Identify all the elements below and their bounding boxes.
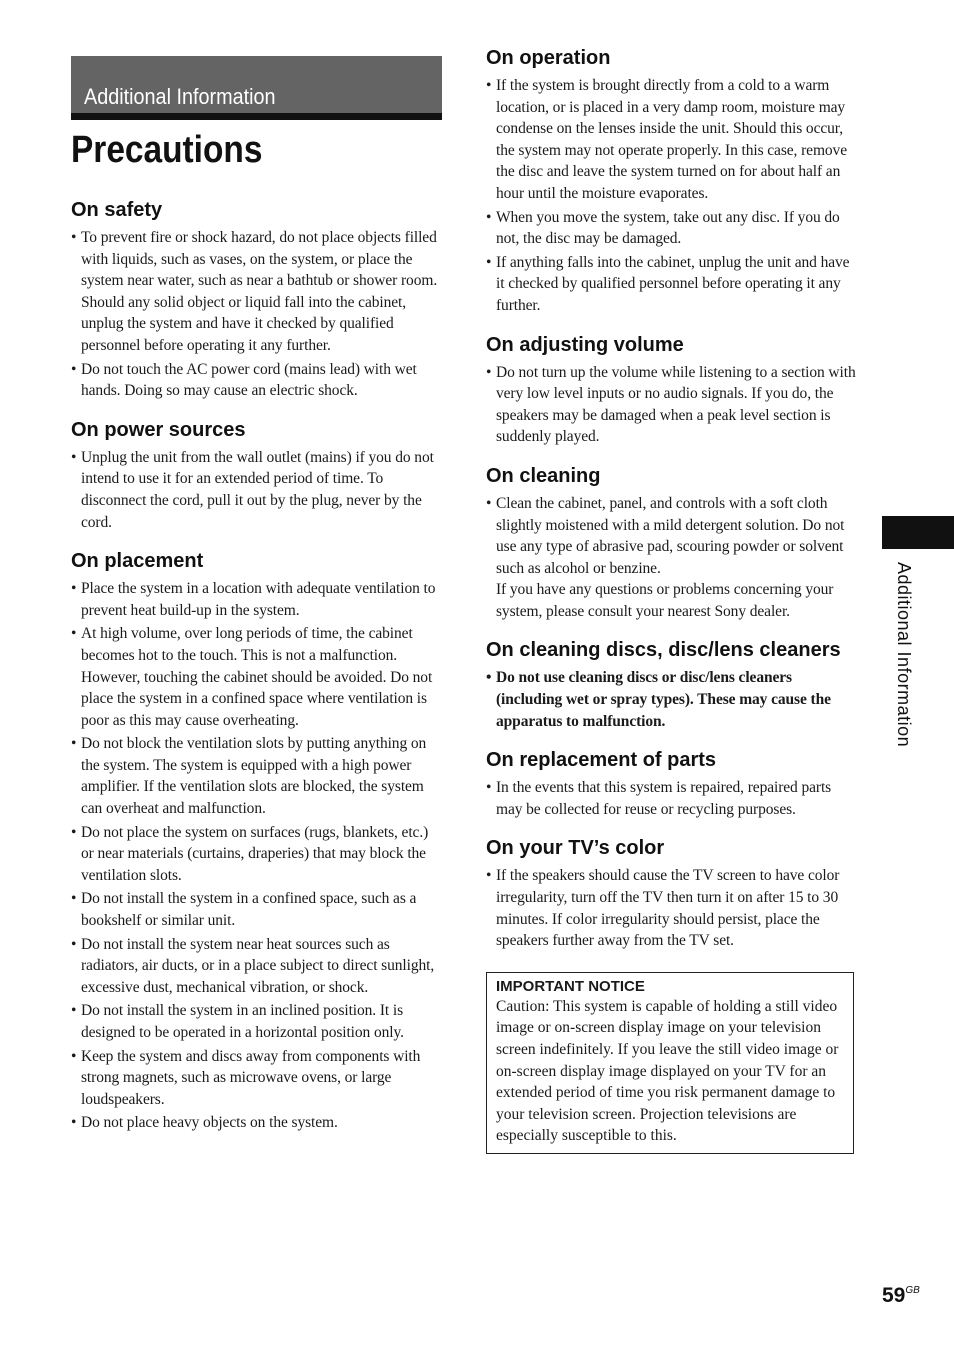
list-item: • Keep the system and discs away from components with strong magnets, such as microwave ovens, or large loudspeakers. xyxy=(71,1047,421,1108)
list-on-cleaning xyxy=(486,493,858,623)
page-number-suffix: GB xyxy=(905,1285,920,1296)
page-title: Precautions xyxy=(71,129,263,171)
list-item: • Place the system in a location with adequate ventilation to prevent heat build-up in the system. xyxy=(71,580,436,619)
list-item: • Do not place the system on surfaces (rugs, blankets, etc.) or near materials (curtains, draperies) that may block the ventilation slots. xyxy=(71,823,429,884)
heading-on-replacement-of-parts: On replacement of parts xyxy=(486,749,717,772)
list-item: • When you move the system, take out any disc. If you do not, the disc may be damaged. xyxy=(486,208,840,248)
left-column xyxy=(71,196,443,1148)
list-item: • Do not install the system near heat sources such as radiators, air ducts, or in a place subject to direct sunlight, excessive dust, mechanical vibration, or shock. xyxy=(71,935,435,996)
list-item: • Do not place heavy objects on the system. xyxy=(71,1114,338,1132)
side-tab-marker xyxy=(882,516,954,549)
list-item: • Do not touch the AC power cord (mains lead) with wet hands. Doing so may cause an electric shock. xyxy=(71,360,417,400)
list-on-cleaning-discs xyxy=(486,667,858,732)
list-item: • If anything falls into the cabinet, unplug the unit and have it checked by qualified personnel before operating it any further. xyxy=(486,253,850,314)
heading-on-cleaning-discs: On cleaning discs, disc/lens cleaners xyxy=(486,639,841,662)
heading-on-cleaning: On cleaning xyxy=(486,464,601,487)
list-on-placement xyxy=(71,578,443,1134)
list-item: • Do not install the system in a confined space, such as a bookshelf or similar unit. xyxy=(71,890,417,930)
section-header-title: Additional Information xyxy=(84,84,276,109)
heading-on-adjusting-volume: On adjusting volume xyxy=(486,333,684,356)
list-item: • Unplug the unit from the wall outlet (mains) if you do not intend to use it for an extended period of time. To disconnect the cord, pull it out by the plug, never by the cord. xyxy=(71,448,434,531)
heading-on-safety: On safety xyxy=(71,199,163,221)
list-on-adjusting-volume xyxy=(486,362,858,448)
section-header-bar xyxy=(71,56,442,120)
list-on-operation xyxy=(486,75,858,317)
list-on-replacement-of-parts xyxy=(486,777,858,820)
list-item: • Do not block the ventilation slots by putting anything on the system. The system is equipped with a high power amplifier. If the ventilation slots are blocked, the system can overheat and malfunction. xyxy=(71,735,427,818)
list-on-tv-color xyxy=(486,865,858,951)
heading-on-power-sources: On power sources xyxy=(71,418,246,441)
page-number-value: 59 xyxy=(882,1284,906,1307)
list-item: • If the speakers should cause the TV screen to have color irregularity, turn off the TV then turn it on after 15 to 30 minutes. If color irregularity should persist, place the speakers further away from the TV set. xyxy=(486,867,840,950)
heading-on-tv-color: On your TV’s color xyxy=(486,837,665,860)
right-column xyxy=(486,44,858,1154)
list-item: • In the events that this system is repaired, repaired parts may be collected for reuse or recycling purposes. xyxy=(486,779,832,818)
list-item: • Clean the cabinet, panel, and controls with a soft cloth slightly moistened with a mild detergent solution. Do not use any type of abrasive pad, scouring powder or solvent such as alcohol or benzine. If you have any questions or problems concerning your system, please consult your nearest Sony dealer. xyxy=(486,493,858,623)
cleaning-continuation: If you have any questions or problems concerning your system, please consult your nearest Sony dealer. xyxy=(496,581,834,620)
notice-body: Caution: This system is capable of holding a still video image or on-screen display image on your television screen indefinitely. If you leave the still video image or on-screen display image displayed on your TV for an extended period of time you risk permanent damage to your television screen. Projection televisions are especially susceptible to this. xyxy=(496,997,839,1145)
list-item: • If the system is brought directly from a cold to a warm location, or is placed in a very damp room, moisture may condense on the lenses inside the unit. Should this occur, the system may not operate properly. In this case, remove the disc and leave the system turned on for about half an hour until the moisture evaporates. xyxy=(486,77,847,202)
page-number xyxy=(882,1284,920,1308)
side-tab-label: Additional Information xyxy=(894,562,914,748)
list-item: • Do not use cleaning discs or disc/lens cleaners (including wet or spray types). These may cause the apparatus to malfunction. xyxy=(486,669,831,730)
list-item: • At high volume, over long periods of time, the cabinet becomes hot to the touch. This is not a malfunction. However, touching the cabinet should be avoided. Do not place the system in a confined space where ventilation is poor as this may cause overheating. xyxy=(71,625,433,729)
list-on-safety xyxy=(71,227,443,402)
notice-title: IMPORTANT NOTICE xyxy=(496,977,645,995)
list-item: • To prevent fire or shock hazard, do not place objects filled with liquids, such as vases, on the system, or place the system near water, such as near a bathtub or shower room. Should any solid object or liquid fall into the cabinet, unplug the system and have it checked by qualified personnel before operating it any further. xyxy=(71,229,438,354)
list-item: • Do not turn up the volume while listening to a section with very low level inputs or no audio signals. If you do, the speakers may be damaged when a peak level section is suddenly played. xyxy=(486,363,856,446)
heading-on-placement: On placement xyxy=(71,550,204,573)
important-notice-box xyxy=(486,972,854,1154)
list-item: • Do not install the system in an inclined position. It is designed to be operated in a horizontal position only. xyxy=(71,1002,404,1041)
heading-on-operation: On operation xyxy=(486,47,611,69)
list-on-power-sources xyxy=(71,447,443,533)
